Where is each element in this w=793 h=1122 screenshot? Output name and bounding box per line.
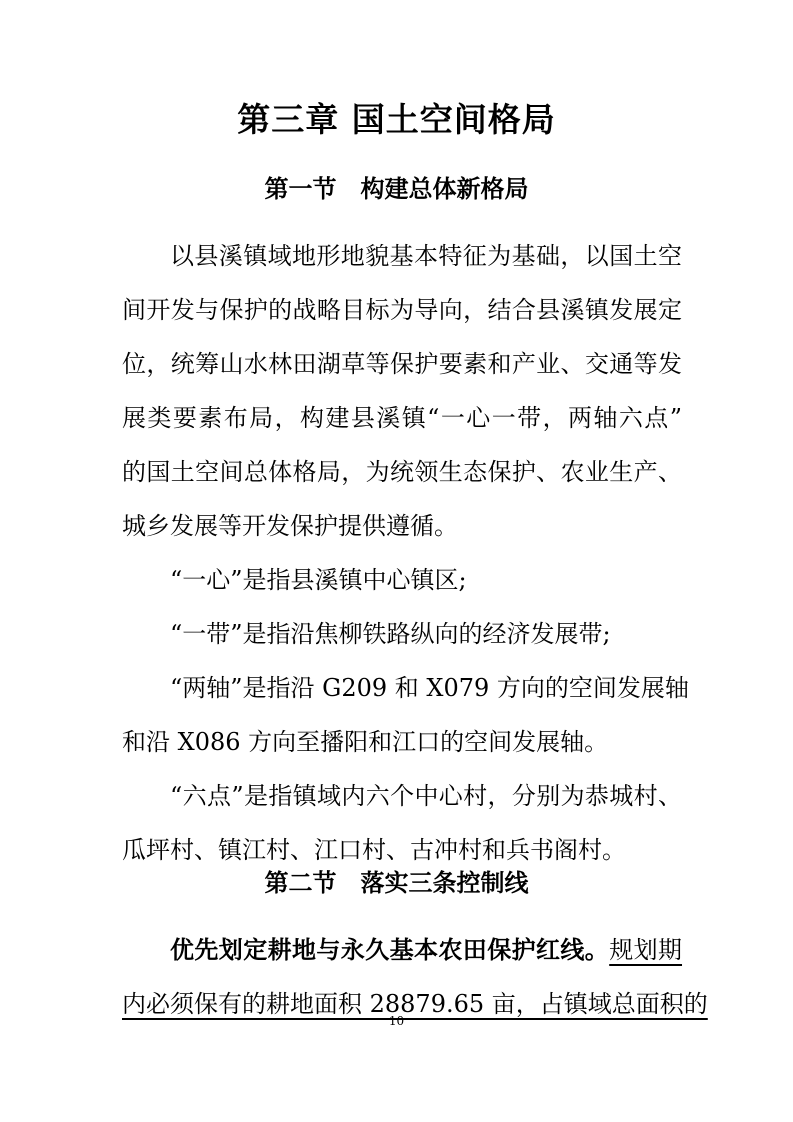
paragraph-liangzhou-line-2: 和沿 X086 方向至播阳和江口的空间发展轴。 <box>122 728 609 756</box>
paragraph-1-line-6: 城乡发展等开发保护提供遵循。 <box>122 512 458 540</box>
paragraph-1-line-5: 的国土空间总体格局，为统领生态保护、农业生产、 <box>122 458 682 486</box>
paragraph-1-line-1: 以县溪镇域地形地貌基本特征为基础，以国土空 <box>170 242 682 270</box>
paragraph-1-line-2: 间开发与保护的战略目标为导向，结合县溪镇发展定 <box>122 296 682 324</box>
chapter-title: 第三章 国土空间格局 <box>237 100 556 139</box>
paragraph-yidai: “一带”是指沿焦柳铁路纵向的经济发展带; <box>170 620 611 648</box>
paragraph-1-line-3: 位，统筹山水林田湖草等保护要素和产业、交通等发 <box>122 350 682 378</box>
page-number: 10 <box>388 1014 405 1028</box>
paragraph-liangzhou-line-1: “两轴”是指沿 G209 和 X079 方向的空间发展轴 <box>170 674 689 702</box>
underlined-text: 内必须保有的耕地面积 28879.65 亩，占镇域总面积的 <box>122 990 708 1018</box>
paragraph-1-line-4: 展类要素布局，构建县溪镇“一心一带，两轴六点” <box>122 404 682 432</box>
paragraph-2-line-1 <box>170 934 682 966</box>
underlined-text: 规划期 <box>609 936 683 964</box>
paragraph-liudian-line-1: “六点”是指镇域内六个中心村，分别为恭城村、 <box>170 782 682 810</box>
section-title-2: 第二节 落实三条控制线 <box>264 869 529 897</box>
paragraph-yixin: “一心”是指县溪镇中心镇区; <box>170 566 467 594</box>
red-line-heading: 优先划定耕地与永久基本农田保护红线。 <box>170 935 610 964</box>
section-title-1: 第一节 构建总体新格局 <box>264 175 529 203</box>
paragraph-liudian-line-2: 瓜坪村、镇江村、江口村、古冲村和兵书阁村。 <box>122 836 626 864</box>
